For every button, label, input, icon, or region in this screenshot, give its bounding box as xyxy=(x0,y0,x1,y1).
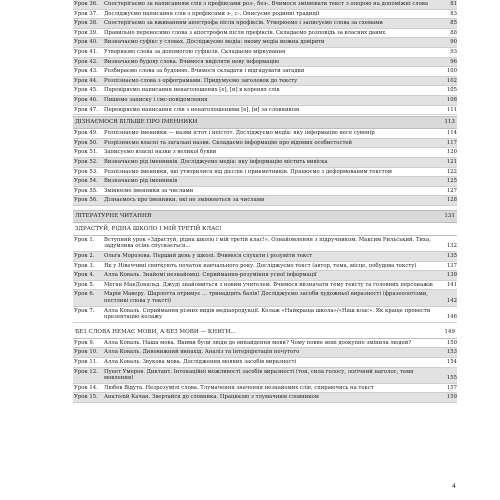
toc-row xyxy=(73,196,457,206)
lesson-page: 137 xyxy=(446,262,457,269)
section-heading-label: ЛІТЕРАТУРНЕ ЧИТАННЯ xyxy=(75,212,152,219)
lesson-title: Правильно переносимо слова з апострофом після префіксів. Складаємо розповідь за власних даних xyxy=(104,29,386,36)
lesson-number: Урок 44. xyxy=(74,77,98,84)
lesson-title: Алла Коваль. Звукова мова. Дослідження мовних засобів виразності xyxy=(104,359,297,365)
lesson-number: Урок 5. xyxy=(74,281,95,288)
toc-row xyxy=(73,86,457,96)
lesson-title: Записуємо власні назви з великої букви xyxy=(104,149,217,156)
toc-row xyxy=(73,236,457,252)
lesson-number: Урок 45. xyxy=(74,87,98,94)
lesson-number: Урок 40. xyxy=(74,39,98,46)
lesson-number: Урок 43. xyxy=(74,68,98,75)
lesson-list-block-3 xyxy=(73,236,457,323)
lesson-page: 93 xyxy=(450,48,457,55)
lesson-number: Урок 12. xyxy=(74,368,98,375)
toc-row xyxy=(73,96,457,106)
toc-row xyxy=(73,48,457,58)
toc-row xyxy=(73,38,457,48)
lesson-title: Алла Коваль. Сприймання різних видів медіапродукції. Колаж «Найкраща школа»/«Наш клас». Як краще провести презентацію колажу xyxy=(104,307,431,321)
lesson-number: Урок 53. xyxy=(74,168,98,175)
lesson-number: Урок 4. xyxy=(74,272,95,279)
lesson-number: Урок 49. xyxy=(74,130,98,137)
toc-row xyxy=(73,10,457,20)
lesson-page: 153 xyxy=(446,349,457,356)
lesson-number: Урок 39. xyxy=(74,29,98,36)
lesson-number: Урок 2. xyxy=(74,253,95,260)
toc-row xyxy=(73,393,457,403)
lesson-number: Урок 41. xyxy=(74,48,98,55)
lesson-page: 154 xyxy=(446,359,457,365)
lesson-title: Розпізнаємо іменники, які утворилися від дієслів і прикметників. Працюємо з деформованим текстом xyxy=(104,168,392,175)
lesson-page: 157 xyxy=(446,384,457,391)
toc-row xyxy=(73,58,457,68)
table-of-contents xyxy=(73,0,457,403)
lesson-title: Любов Відута. Незрозумілі слова. Тлумачення значення незнайомих слів, спираючись на текст xyxy=(104,384,374,391)
lesson-number: Урок 3. xyxy=(74,262,95,269)
lesson-page: 111 xyxy=(446,106,457,113)
lesson-title: Розбираємо слова за будовою. Вчимося складати і відгадувати загадки xyxy=(104,68,305,75)
toc-row xyxy=(73,281,457,291)
lesson-number: Урок 47. xyxy=(74,106,98,113)
lesson-number: Урок 37. xyxy=(74,10,98,17)
lesson-title: Розпізнаємо слова з орфограмами. Придумуємо заголовок до тексту xyxy=(104,77,298,84)
lesson-title: Алла Коваль. Наша мова. Якими були люди до винайдення мови? Чому повне мові доокупно змінила людей? xyxy=(104,339,412,346)
lesson-page: 108 xyxy=(446,96,457,103)
section-heading xyxy=(73,116,457,129)
toc-row xyxy=(73,307,457,323)
lesson-number: Урок 54. xyxy=(74,178,98,185)
lesson-number: Урок 46. xyxy=(74,96,98,103)
lesson-number: Урок 51. xyxy=(74,149,98,156)
toc-row xyxy=(73,29,457,39)
section-heading-label: БЕЗ СЛОВА НЕМАЄ МОВИ, А БЕЗ МОВИ — КНИГИ... xyxy=(75,328,236,335)
lesson-title: Розпізнаємо іменники — назви істот і неістот. Досліджуємо медіа: яку інформацію несе сувенір xyxy=(104,130,375,137)
section-heading-page: 149 xyxy=(444,328,455,335)
lesson-page: 159 xyxy=(446,394,457,401)
lesson-number: Урок 14. xyxy=(74,384,98,391)
lesson-number: Урок 15. xyxy=(74,394,98,401)
lesson-title: Пишемо записку і смс-повідомлення xyxy=(104,96,208,103)
lesson-title: Ольга Морозова. Перший день у школі. Вчимося слухати і розуміти текст xyxy=(104,253,313,260)
lesson-title: Досліджуємо написання слів з префіксами з-, с-. Описуємо родинні традиції xyxy=(104,10,320,17)
lesson-number: Урок 42. xyxy=(74,58,98,65)
lesson-page: 96 xyxy=(450,58,457,65)
lesson-title: Алла Коваль. Знайомі незнайомці. Сприймання-розуміння усної інформації xyxy=(104,272,317,279)
lesson-page: 120 xyxy=(446,149,457,156)
toc-row xyxy=(73,368,457,384)
toc-row xyxy=(73,77,457,87)
toc-row xyxy=(73,168,457,178)
toc-row xyxy=(73,187,457,197)
lesson-page: 146 xyxy=(446,314,457,321)
lesson-title: Утворюємо слова за допомогою суфіксів. Складаємо міркування xyxy=(104,48,286,55)
lesson-number: Урок 55. xyxy=(74,187,98,194)
page-number: 4 xyxy=(452,483,456,490)
lesson-number: Урок 1. xyxy=(74,236,95,243)
lesson-title: Анатолій Качан. Звертайся до словника. Працюємо з тлумачним словником xyxy=(104,394,319,401)
lesson-title: Перевіряємо написання ненаголошених [е], [и] в коренях слів xyxy=(104,87,280,94)
section-heading xyxy=(73,210,457,223)
toc-row xyxy=(73,358,457,368)
lesson-page: 85 xyxy=(450,20,457,27)
lesson-page: 132 xyxy=(446,243,457,250)
lesson-title: Визначаємо рід іменників xyxy=(104,178,178,185)
lesson-number: Урок 36. xyxy=(74,1,98,7)
lesson-page: 127 xyxy=(446,187,457,194)
lesson-page: 88 xyxy=(450,29,457,36)
lesson-page: 100 xyxy=(446,68,457,75)
lesson-title: Пуеет Умеров. Диктант. Інтонаційні можливості засобів виразності (тон, сила голосу, логічний наголос, темп мовлення) xyxy=(104,368,414,382)
toc-row xyxy=(73,129,457,139)
lesson-list-block-1 xyxy=(73,0,457,115)
toc-row xyxy=(73,158,457,168)
lesson-page: 122 xyxy=(446,168,457,175)
lesson-title: Визначаємо будову слова. Вчимося виділяти нову інформацію xyxy=(104,58,280,65)
section-heading-label: ЗДРАСТУЙ, РІДНА ШКОЛО І МІЙ ТРЕТІЙ КЛАС! xyxy=(75,225,222,232)
lesson-title: Меган МакДональд. Джуді знайомиться з новим учителем. Вчимося визначати тему тексту та головних персонажів xyxy=(104,281,433,288)
lesson-page: 114 xyxy=(446,130,457,137)
lesson-title: Вступний урок «Здрастуй, рідна школо і мій третій клас!». Ознайомлення з підручником. Максим Рильський. Тиха, задумлива осінь спускається... xyxy=(104,236,431,250)
lesson-page: 117 xyxy=(446,139,457,146)
section-heading xyxy=(73,327,457,339)
section-heading-label: ДІЗНАЄМОСЯ БІЛЬШЕ ПРО ІМЕННИКИ xyxy=(75,119,198,126)
lesson-title: Розрізняємо власні та загальні назви. Складаємо інформацію про відомих особистостей xyxy=(104,139,353,146)
lesson-page: 141 xyxy=(446,281,457,288)
lesson-title: Перевіряємо написання слів з ненаголошеними [е], [и] за словником xyxy=(104,106,300,113)
toc-row xyxy=(73,339,457,349)
toc-row xyxy=(73,106,457,116)
section-heading-page: 113 xyxy=(444,119,455,126)
lesson-title: Змінюємо іменники за числами xyxy=(104,187,194,194)
lesson-page: 139 xyxy=(446,272,457,279)
lesson-page: 128 xyxy=(446,197,457,204)
lesson-number: Урок 38. xyxy=(74,20,98,27)
lesson-number: Урок 56. xyxy=(74,197,98,204)
toc-row xyxy=(73,0,457,10)
toc-row xyxy=(73,177,457,187)
lesson-number: Урок 50. xyxy=(74,139,98,146)
lesson-page: 121 xyxy=(446,158,457,165)
toc-row xyxy=(73,19,457,29)
lesson-page: 150 xyxy=(446,339,457,346)
section-heading-page: 131 xyxy=(444,212,455,219)
lesson-page: 155 xyxy=(446,375,457,382)
toc-row xyxy=(73,290,457,306)
lesson-number: Урок 7. xyxy=(74,307,95,314)
lesson-page: 102 xyxy=(446,77,457,84)
lesson-title: Алла Коваль. Дивовижний винахід. Аналіз та інтерпретація почутого xyxy=(104,349,300,356)
toc-row xyxy=(73,139,457,149)
toc-row xyxy=(73,271,457,281)
section-heading xyxy=(73,224,457,236)
lesson-title: Спостерігаємо за вживанням апострофа після префіксів. Утворюємо і записуємо слова за схемами xyxy=(104,20,383,27)
lesson-title: Визначаємо рід іменників. Досліджуємо медіа: яку інформацію містить вивіска xyxy=(104,158,328,165)
toc-row xyxy=(73,252,457,262)
lesson-page: 90 xyxy=(450,39,457,46)
toc-row xyxy=(73,67,457,77)
lesson-title: Дізнаємось про іменники, які не змінюються за числами xyxy=(104,197,265,204)
lesson-title: Спостерігаємо за написанням слів з префіксами роз-, без-. Вчимося змінювати текст з опорою на допоміжні слова xyxy=(104,1,428,7)
lesson-number: Урок 11. xyxy=(74,359,98,365)
lesson-list-block-2 xyxy=(73,129,457,206)
lesson-page: 135 xyxy=(446,253,457,260)
toc-row xyxy=(73,262,457,272)
lesson-number: Урок 9. xyxy=(74,339,95,346)
lesson-page: 83 xyxy=(450,10,457,17)
lesson-number: Урок 52. xyxy=(74,158,98,165)
lesson-page: 105 xyxy=(446,87,457,94)
lesson-page: 81 xyxy=(450,1,457,7)
toc-row xyxy=(73,148,457,158)
toc-row xyxy=(73,348,457,358)
lesson-page: 142 xyxy=(446,298,457,305)
lesson-title: Як у Нівеччині святкують початок навчального року. Досліджуємо текст (автор, тема, місце, побудова тексту) xyxy=(104,262,417,269)
lesson-number: Урок 10. xyxy=(74,349,98,356)
lesson-title: Визначаємо суфікс у словах. Досліджуємо медіа: якому медіа можна довіряти xyxy=(104,39,325,46)
lesson-list-block-4 xyxy=(73,339,457,403)
lesson-title: Марія Маверу. Шарлотта отримує ... тринадцять балів! Досліджуємо засоби художньої виразності (фразеологізми, пестливі слова у тексті) xyxy=(104,291,428,305)
lesson-number: Урок 6. xyxy=(74,291,95,298)
lesson-page: 125 xyxy=(446,178,457,185)
toc-row xyxy=(73,384,457,394)
